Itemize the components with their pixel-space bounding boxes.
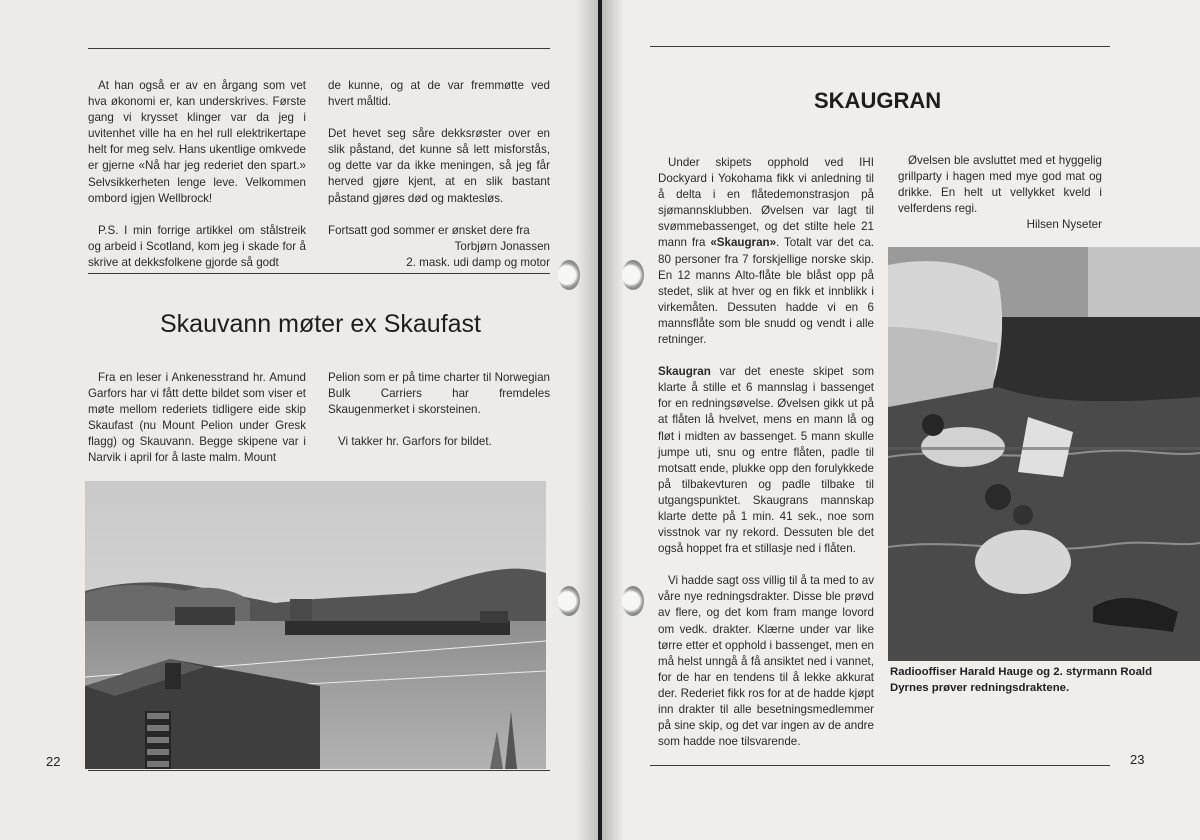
- right-page: [602, 0, 1200, 840]
- paragraph: P.S. I min forrige artikkel om stålstreik og arbeid i Scotland, kom jeg i skade for å skrive at dekksfolkene gjorde så godt: [88, 223, 306, 269]
- pool-illustration: [888, 247, 1200, 661]
- paragraph: Fra en leser i Ankenesstrand hr. Amund Garfors har vi fått dette bildet som viser et møte mellom rederiets tidligere eide skip Skaufast (nu Mount Pelion under Gresk flagg) og Skauvann. Begge skipene var i Narvik i april for å laste malm. Mount: [88, 371, 306, 465]
- signature-title: 2. mask. udi damp og motor: [406, 255, 550, 269]
- bottom-rule: [650, 765, 1110, 766]
- left-page: [0, 0, 598, 840]
- paragraph-text: . Totalt var det ca. 80 personer fra 7 forskjellige norske skip. En 12 manns Alto-flåte ble blåst opp på stedet, slik at hver og en fikk et innblikk i virkemåten. Dessuten hadde vi en 6 mannsflåte som ble snudd og vendt i alle retninger.: [658, 236, 874, 347]
- skaugran-column-2: [898, 153, 1102, 233]
- top-rule: [88, 48, 550, 49]
- paragraph: Fortsatt god sommer er ønsket dere fra: [328, 223, 530, 237]
- page-number: 22: [46, 754, 61, 769]
- signature-name: Torbjørn Jonassen: [454, 239, 550, 253]
- letter-column-2: [328, 78, 550, 271]
- page-number: 23: [1130, 752, 1145, 767]
- paragraph: Det hevet seg såre dekksrøster over en slik påstand, det kunne så lett misforstås, og dette var da ikke meningen, så jeg får herved gjøre kjent, at en slik bastant påstand gjøres død og maktesløs.: [328, 127, 550, 205]
- article-headline: SKAUGRAN: [814, 88, 942, 113]
- bottom-rule: [88, 770, 550, 771]
- paragraph: [658, 364, 874, 557]
- rescue-suit-photo: [888, 247, 1200, 661]
- paragraph: Øvelsen ble avsluttet med et hyggelig grillparty i hagen med mye god mat og drikke. En helt ut vellykket kveld i velferdens regi.: [898, 154, 1102, 216]
- spine-shadow: [602, 0, 624, 840]
- section-rule: [88, 273, 550, 274]
- photo-caption: Radiooffiser Harald Hauge og 2. styrmann Roald Dyrnes prøver redningsdraktene.: [890, 666, 1153, 694]
- punch-hole: [558, 260, 580, 290]
- harbor-photo: [85, 481, 546, 769]
- ship-name: Skaugran: [658, 365, 711, 379]
- spine-shadow: [576, 0, 598, 840]
- paragraph: de kunne, og at de var fremmøtte ved hvert måltid.: [328, 79, 550, 109]
- punch-hole: [622, 586, 644, 616]
- harbor-illustration: [85, 481, 546, 769]
- article-column-1: [88, 370, 306, 467]
- paragraph: [658, 155, 874, 348]
- paragraph: Vi hadde sagt oss villig til å ta med to av våre nye redningsdrakter. Disse ble prøvd av flere, og det kom fram mange lovord om vedk. drakter. Klærne under var like tørre etter et opphold i bassenget, men en må helst unngå å få ansiktet ned i vannet, for de har en tendens til å lekke akkurat der. Rederiet fikk ros for at de hadde kjøpt inn drakter til alle besetningsmedlemmer på sine skip, og det var ingen av de andre som hadde noe tilsvarende.: [658, 574, 875, 749]
- signature: Hilsen Nyseter: [1026, 218, 1102, 232]
- letter-column-1: [88, 78, 306, 271]
- punch-hole: [622, 260, 644, 290]
- paragraph-text: var det eneste skipet som klarte å stille et 6 mannslag i bassenget for en redningsøvelse. Øvelsen gikk ut på at flåten lå hvelvet, mens en mann lå og fløt i midten av bassenget. 5 mann skulle jumpe uti, snu og entre flåten, padle til motsatt ende, plukke opp den forulykkede på tilbakevturen og padle tilbake til utgangspunktet. Skaugrans mannskap klarte dette på 1 min. 41 sek., noe som visstnok var ny rekord. Dessuten ble det også hoppet fra et stillasje ned i flåten.: [658, 365, 874, 556]
- article-headline: Skauvann møter ex Skaufast: [160, 310, 481, 338]
- ship-name: «Skaugran»: [710, 236, 777, 250]
- paragraph: At han også er av en årgang som vet hva økonomi er, kan underskrives. Første gang vi krysset klinger var da jeg i uvitenhet ville ha en hel rull elektrikertape helt for meg selv. Hans ukentlige omkvede er gjerne «Nå har jeg rederiet den spart.» Selvsikkerheten lenge leve. Velkommen ombord igjen Wellbrock!: [88, 79, 306, 205]
- paragraph: Vi takker hr. Garfors for bildet.: [338, 435, 492, 449]
- paragraph-text: Under skipets opphold ved IHI Dockyard i Yokohama fikk vi anledning til å delta i en flåtedemonstrasjon på sjømannsklubben. Øvelsen var lagt til svømmebassenget, og det stilte hele 21 mann fra: [658, 156, 874, 250]
- top-rule: [650, 46, 1110, 47]
- paragraph: Pelion som er på time charter til Norwegian Bulk Carriers har fremdeles Skaugenmerket i skorsteinen.: [328, 371, 550, 417]
- skaugran-column-1: [658, 155, 874, 750]
- punch-hole: [558, 586, 580, 616]
- article-column-2: [328, 370, 550, 450]
